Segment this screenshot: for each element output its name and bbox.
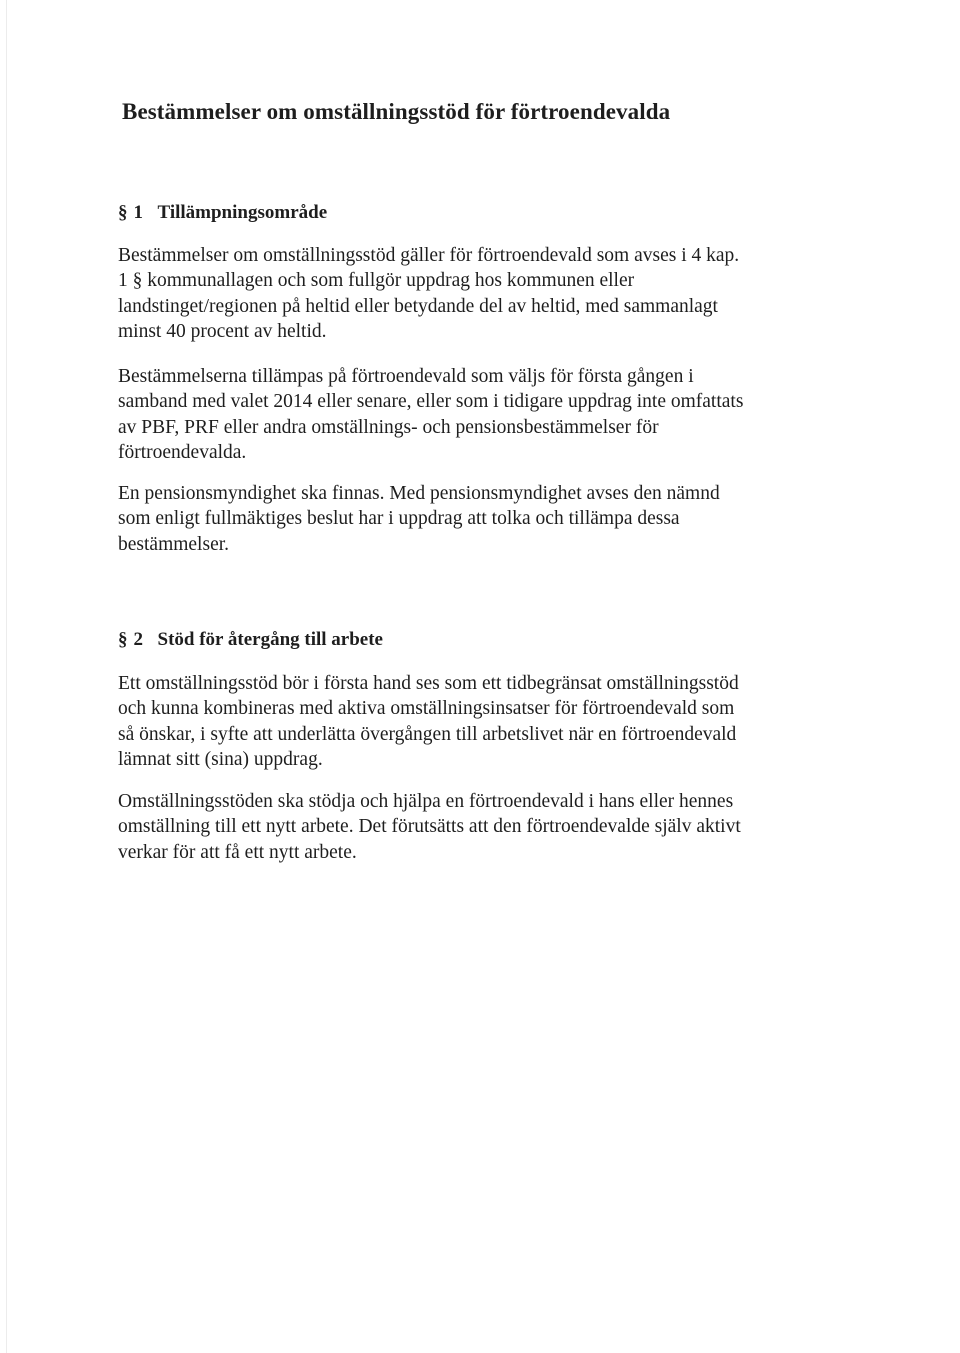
section-symbol: § xyxy=(118,202,128,223)
text-line: bestämmelser. xyxy=(118,533,230,555)
text-line: Bestämmelserna tillämpas på förtroendevald som väljs för första gången i xyxy=(118,366,694,387)
page-edge-line xyxy=(6,0,7,1353)
section-symbol: § xyxy=(118,629,128,650)
text-line: verkar för att få ett nytt arbete. xyxy=(118,841,357,863)
text-line: Omställningsstöden ska stödja och hjälpa en förtroendevald i hans eller hennes xyxy=(118,791,734,812)
text-line: Ett omställningsstöd bör i första hand ses som ett tidbegränsat omställningsstöd xyxy=(118,673,739,694)
text-line: av PBF, PRF eller andra omställnings- och pensionsbestämmelser för xyxy=(118,416,659,438)
text-line: En pensionsmyndighet ska finnas. Med pensionsmyndighet avses den nämnd xyxy=(118,483,720,504)
section-2-paragraph-2 xyxy=(118,789,808,865)
text-line: omställning till ett nytt arbete. Det förutsätts att den förtroendevalde själv aktivt xyxy=(118,816,741,838)
text-line: förtroendevalda. xyxy=(118,442,247,464)
section-1-paragraph-2 xyxy=(118,364,808,466)
text-line: Bestämmelser om omställningsstöd gäller för förtroendevald som avses i 4 kap. xyxy=(118,245,740,266)
section-1-paragraph-1 xyxy=(118,243,808,345)
section-number: 2 xyxy=(133,629,143,650)
text-line: minst 40 procent av heltid. xyxy=(118,321,327,343)
section-number: 1 xyxy=(133,202,143,223)
text-line: lämnat sitt (sina) uppdrag. xyxy=(118,749,323,771)
text-line: så önskar, i syfte att underlätta övergången till arbetslivet när en förtroendevald xyxy=(118,723,737,745)
text-line: som enligt fullmäktiges beslut har i uppdrag att tolka och tillämpa dessa xyxy=(118,508,680,530)
section-1-heading xyxy=(118,199,818,227)
section-2-paragraph-1 xyxy=(118,671,808,773)
text-line: samband med valet 2014 eller senare, eller som i tidigare uppdrag inte omfattats xyxy=(118,391,744,413)
section-title: Stöd för återgång till arbete xyxy=(157,629,383,650)
section-1-paragraph-3 xyxy=(118,481,808,557)
section-2-heading xyxy=(118,626,818,654)
text-line: 1 § kommunallagen och som fullgör uppdrag hos kommunen eller xyxy=(118,270,635,292)
section-title: Tillämpningsområde xyxy=(157,202,328,223)
text-line: landstinget/regionen på heltid eller betydande del av heltid, med sammanlagt xyxy=(118,295,718,317)
text-line: och kunna kombineras med aktiva omställningsinsatser för förtroendevald som xyxy=(118,698,735,720)
document-title: Bestämmelser om omställningsstöd för förtroendevalda xyxy=(122,99,671,124)
